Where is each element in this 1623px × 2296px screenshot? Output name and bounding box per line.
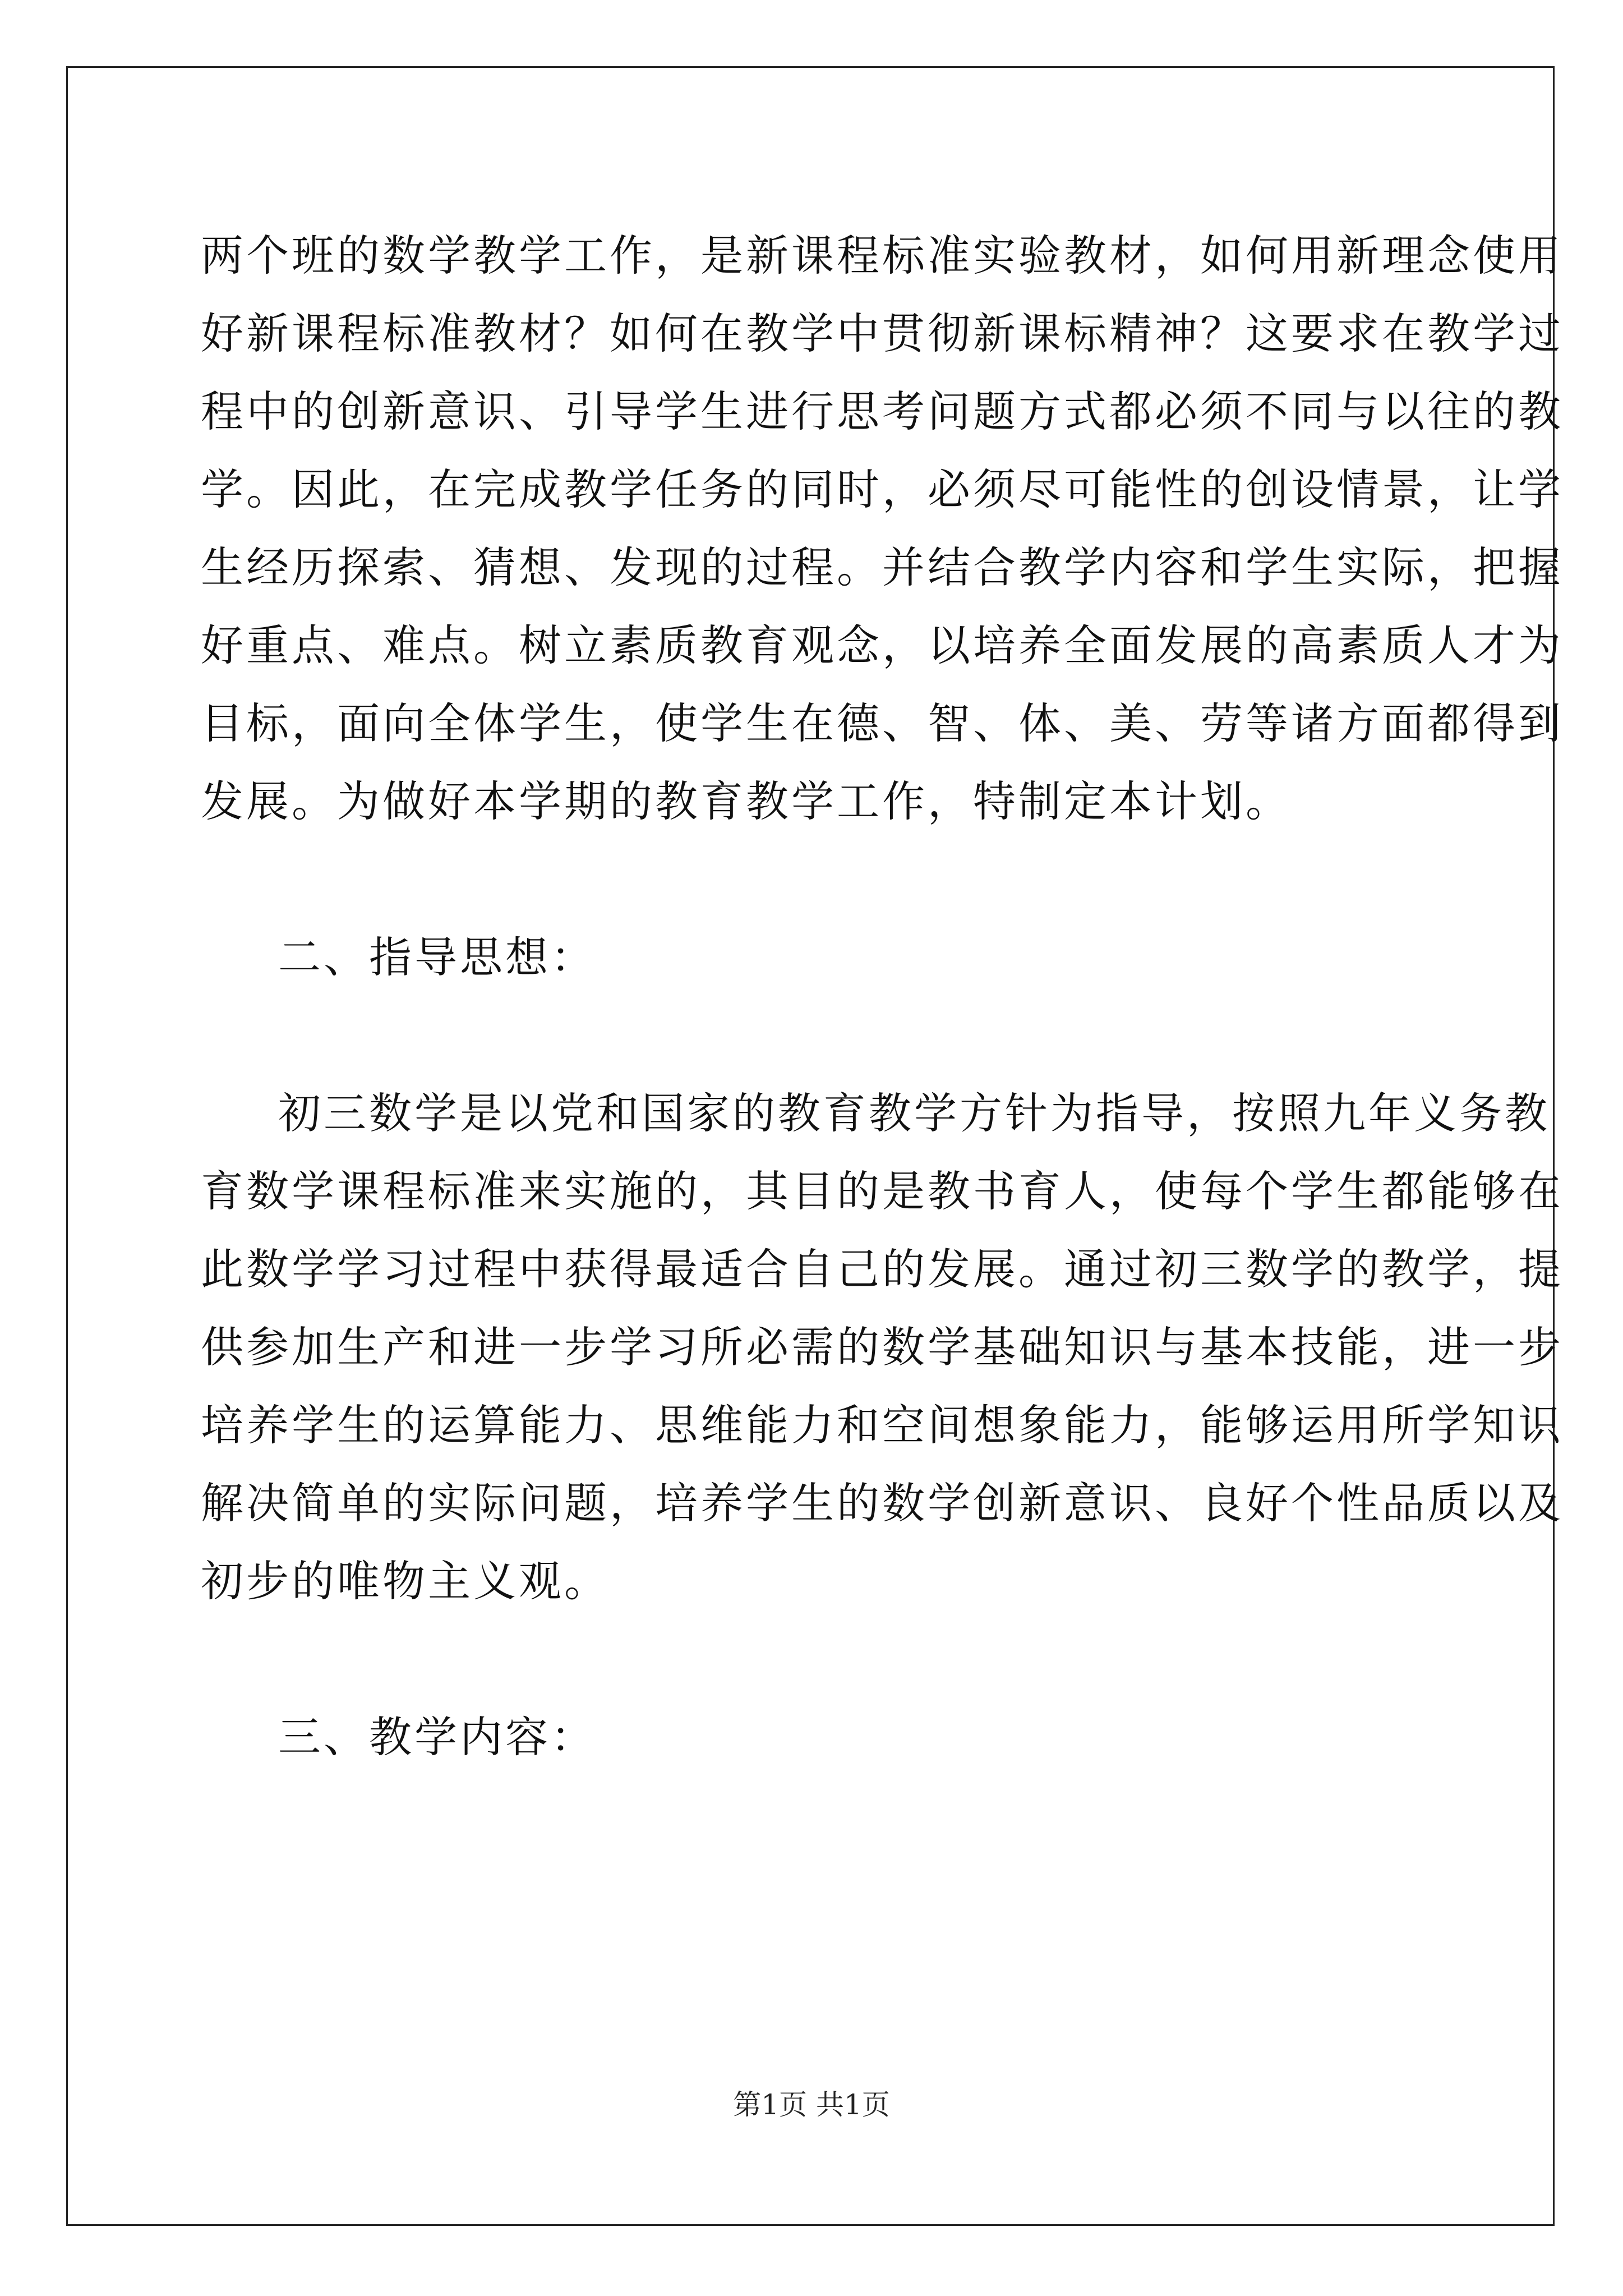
text-line: 培养学生的运算能力、思维能力和空间想象能力，能够运用所学知识 bbox=[201, 1400, 1564, 1450]
section-heading-guiding-ideology: 二、指导思想： bbox=[278, 932, 596, 982]
text-line: 好重点、难点。树立素质教育观念，以培养全面发展的高素质人才为 bbox=[201, 620, 1564, 670]
text-line: 生经历探索、猜想、发现的过程。并结合教学内容和学生实际，把握 bbox=[201, 542, 1564, 592]
text-line: 供参加生产和进一步学习所必需的数学基础知识与基本技能，进一步 bbox=[201, 1322, 1564, 1372]
text-line: 两个班的数学教学工作，是新课程标准实验教材，如何用新理念使用 bbox=[201, 231, 1564, 280]
text-line: 程中的创新意识、引导学生进行思考问题方式都必须不同与以往的教 bbox=[201, 386, 1564, 436]
paragraph-guiding-ideology bbox=[201, 1074, 1564, 1620]
text-line: 此数学学习过程中获得最适合自己的发展。通过初三数学的教学，提 bbox=[201, 1244, 1564, 1294]
text-line: 育数学课程标准来实施的，其目的是教书育人，使每个学生都能够在 bbox=[201, 1166, 1564, 1216]
paragraph-intro bbox=[201, 217, 1564, 840]
text-line: 发展。为做好本学期的教育教学工作，特制定本计划。 bbox=[201, 776, 1291, 826]
document-body bbox=[201, 217, 1564, 1776]
page-footer: 第1页 共1页 bbox=[733, 2088, 890, 2121]
text-line: 初三数学是以党和国家的教育教学方针为指导，按照九年义务教 bbox=[278, 1088, 1550, 1138]
section-heading-teaching-content: 三、教学内容： bbox=[278, 1712, 596, 1762]
text-line: 好新课程标准教材？如何在教学中贯彻新课标精神？这要求在教学过 bbox=[201, 309, 1564, 358]
text-line: 学。因此，在完成教学任务的同时，必须尽可能性的创设情景，让学 bbox=[201, 464, 1564, 514]
text-line: 解决简单的实际问题，培养学生的数学创新意识、良好个性品质以及 bbox=[201, 1478, 1564, 1528]
text-line: 初步的唯物主义观。 bbox=[201, 1556, 610, 1606]
text-line: 目标，面向全体学生，使学生在德、智、体、美、劳等诸方面都得到 bbox=[201, 698, 1564, 748]
